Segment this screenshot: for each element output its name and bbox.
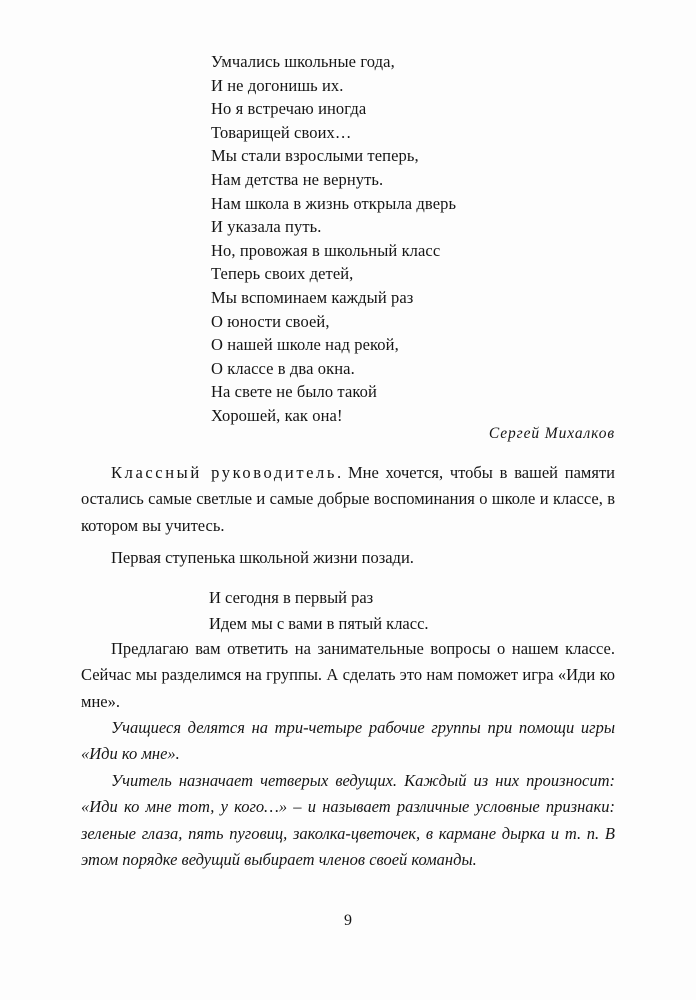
poem-line: Мы вспоминаем каждый раз [211, 287, 414, 307]
poem-line: И не догонишь их. [211, 75, 344, 95]
poem-line: Но я встречаю иногда [211, 99, 367, 119]
verse-line: И сегодня в первый раз [209, 588, 374, 607]
verse-line: Идем мы с вами в пятый класс. [209, 613, 429, 633]
poem-line: Товарищей своих… [211, 122, 352, 142]
poem-line: На свете не было такой [211, 382, 377, 402]
paragraph-1-text: . Мне хочется, чтобы в вашей памяти остались самые светлые и самые добрые воспоминания о школе и классе, в котором вы учитесь. [81, 463, 615, 535]
poem-line: Нам школа в жизнь открыла дверь [211, 193, 457, 213]
paragraph-2: Первая ступенька школьной жизни позади. [111, 548, 414, 567]
poem-line: О юности своей, [211, 311, 330, 331]
poem-line: Теперь своих детей, [211, 264, 354, 284]
paragraph-block-4 [81, 715, 615, 768]
paragraph-5: Учитель назначает четверых ведущих. Каждый из них произносит: «Иди ко мне тот, у кого…» – и называет различные условные признаки: зеленые глаза, пять пуговиц, заколка-цветочек, в кармане дырка и т. п. В этом порядке ведущий выбирает членов своей команды. [81, 771, 615, 870]
paragraph-speaker-intro [81, 460, 615, 539]
paragraph-block-3 [81, 636, 615, 715]
poem-line: Умчались школьные года, [211, 52, 395, 71]
paragraph-3: Предлагаю вам ответить на занимательные вопросы о нашем классе. Сейчас мы разделимся на группы. А сделать это нам поможет игра «Иди ко мне». [81, 639, 615, 711]
inset-verse [209, 585, 629, 636]
poem-line: Нам детства не вернуть. [211, 169, 384, 189]
poem-line: И указала путь. [211, 217, 322, 237]
paragraph-block-5 [81, 768, 615, 874]
poem-line: О нашей школе над рекой, [211, 335, 399, 355]
poem-line: Мы стали взрослыми теперь, [211, 146, 419, 166]
paragraph-block-1 [81, 460, 615, 539]
paragraph-4: Учащиеся делятся на три-четыре рабочие группы при помощи игры «Иди ко мне». [81, 718, 615, 764]
poem-line: Но, провожая в школьный класс [211, 240, 441, 260]
page-number: 9 [344, 912, 352, 929]
poem-author: Сергей Михалков [488, 425, 615, 442]
poem-line: Хорошей, как она! [211, 405, 343, 425]
poem-line: О классе в два окна. [211, 358, 355, 378]
opening-poem [211, 50, 631, 428]
paragraph-block-2 [81, 545, 615, 571]
speaker-label: Классный руководитель [111, 463, 338, 482]
